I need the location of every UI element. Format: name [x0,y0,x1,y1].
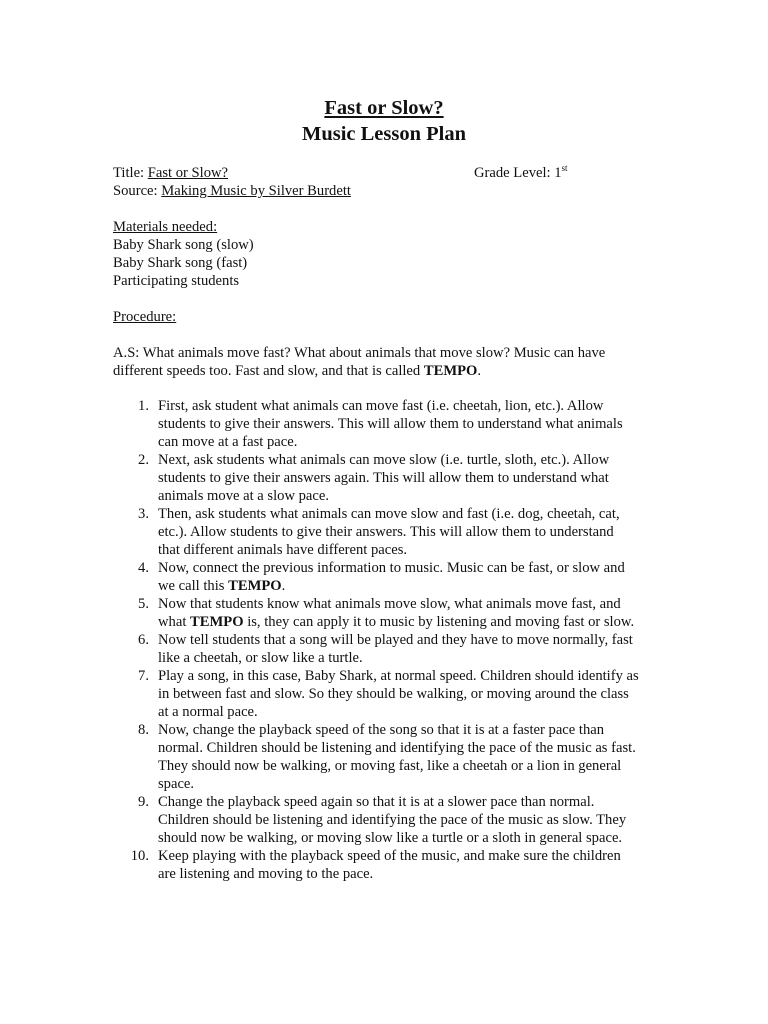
step-line: students to give their answers again. This will allow them to understand what [158,470,609,486]
title-block [0,95,768,147]
step-number: 10. [130,848,149,864]
procedure-step [113,451,663,505]
step-line: should now be walking, or moving slow like a turtle or a sloth in general space. [158,830,623,846]
step-line: etc.). Allow students to give their answers. This will allow them to understand [158,524,614,540]
materials-item: Baby Shark song (fast) [113,255,248,271]
step-number: 1. [138,398,149,414]
step-line: Keep playing with the playback speed of the music, and make sure the children [158,848,621,864]
step-line: normal. Children should be listening and identifying the pace of the music as fast. [158,740,636,756]
procedure-steps-list [113,397,663,883]
step-text: . [281,578,286,594]
grade-label: Grade Level: 1 [474,165,562,181]
procedure-step [113,721,663,793]
step-number: 5. [138,596,149,612]
materials-item: Baby Shark song (slow) [113,237,254,253]
step-number: 9. [138,794,149,810]
step-line: students to give their answers. This will allow them to understand what animals [158,416,623,432]
title-label: Title: [113,165,148,181]
step-line [158,613,663,631]
step-line: animals move at a slow pace. [158,488,330,504]
step-line: Play a song, in this case, Baby Shark, at normal speed. Children should identify as [158,668,639,684]
procedure-step [113,595,663,631]
intro-text: A.S: What animals move fast? What about animals that move slow? Music can have different speeds too. Fast and slow, and that is called [113,345,606,379]
step-line: They should now be walking, or moving fast, like a cheetah or a lion in general [158,758,622,774]
step-tempo: TEMPO [190,614,244,630]
step-number: 7. [138,668,149,684]
source-value: Making Music by Silver Burdett [161,183,351,199]
step-line: that different animals have different paces. [158,542,408,558]
procedure-step [113,847,663,883]
intro-tempo: TEMPO [423,363,478,379]
step-line: Now that students know what animals move slow, what animals move fast, and [158,596,621,612]
grade-suffix: st [561,163,568,174]
procedure-step [113,397,663,451]
step-line: Change the playback speed again so that it is at a slower pace than normal. [158,794,595,810]
source-row [113,182,713,200]
procedure-section [113,308,673,326]
step-text: is, they can apply it to music by listening and moving fast or slow. [243,614,635,630]
step-line: Then, ask students what animals can move slow and fast (i.e. dog, cheetah, cat, [158,506,620,522]
step-line: in between fast and slow. So they should be walking, or moving around the class [158,686,629,702]
step-line: Children should be listening and identifying the pace of the music as slow. They [158,812,627,828]
step-tempo: TEMPO [228,578,282,594]
procedure-heading: Procedure: [113,309,177,325]
step-number: 6. [138,632,149,648]
step-line: at a normal pace. [158,704,258,720]
step-line: are listening and moving to the pace. [158,866,374,882]
procedure-step [113,505,663,559]
intro-end: . [477,363,482,379]
document-title: Fast or Slow? [324,97,444,119]
step-number: 4. [138,560,149,576]
grade-level [474,164,568,182]
materials-heading: Materials needed: [113,219,218,235]
step-line: First, ask student what animals can move fast (i.e. cheetah, lion, etc.). Allow [158,398,604,414]
source-label: Source: [113,183,162,199]
step-text: what [158,614,191,630]
step-number: 3. [138,506,149,522]
step-line: Now, connect the previous information to music. Music can be fast, or slow and [158,560,625,576]
step-line: Now tell students that a song will be played and they have to move normally, fast [158,632,633,648]
procedure-step [113,559,663,595]
step-text: we call this [158,578,229,594]
step-line: Now, change the playback speed of the song so that it is at a faster pace than [158,722,605,738]
step-line: Next, ask students what animals can move slow (i.e. turtle, sloth, etc.). Allow [158,452,610,468]
procedure-step [113,667,663,721]
title-row [113,164,713,182]
step-line: like a cheetah, or slow like a turtle. [158,650,363,666]
step-line: can move at a fast pace. [158,434,298,450]
title-value: Fast or Slow? [147,165,229,181]
procedure-step [113,793,663,847]
step-line: space. [158,776,195,792]
step-number: 2. [138,452,149,468]
anticipatory-set [113,344,658,380]
step-number: 8. [138,722,149,738]
document-subtitle: Music Lesson Plan [301,123,467,145]
materials-section [113,218,673,290]
step-line [158,577,663,595]
materials-item: Participating students [113,273,240,289]
procedure-step [113,631,663,667]
